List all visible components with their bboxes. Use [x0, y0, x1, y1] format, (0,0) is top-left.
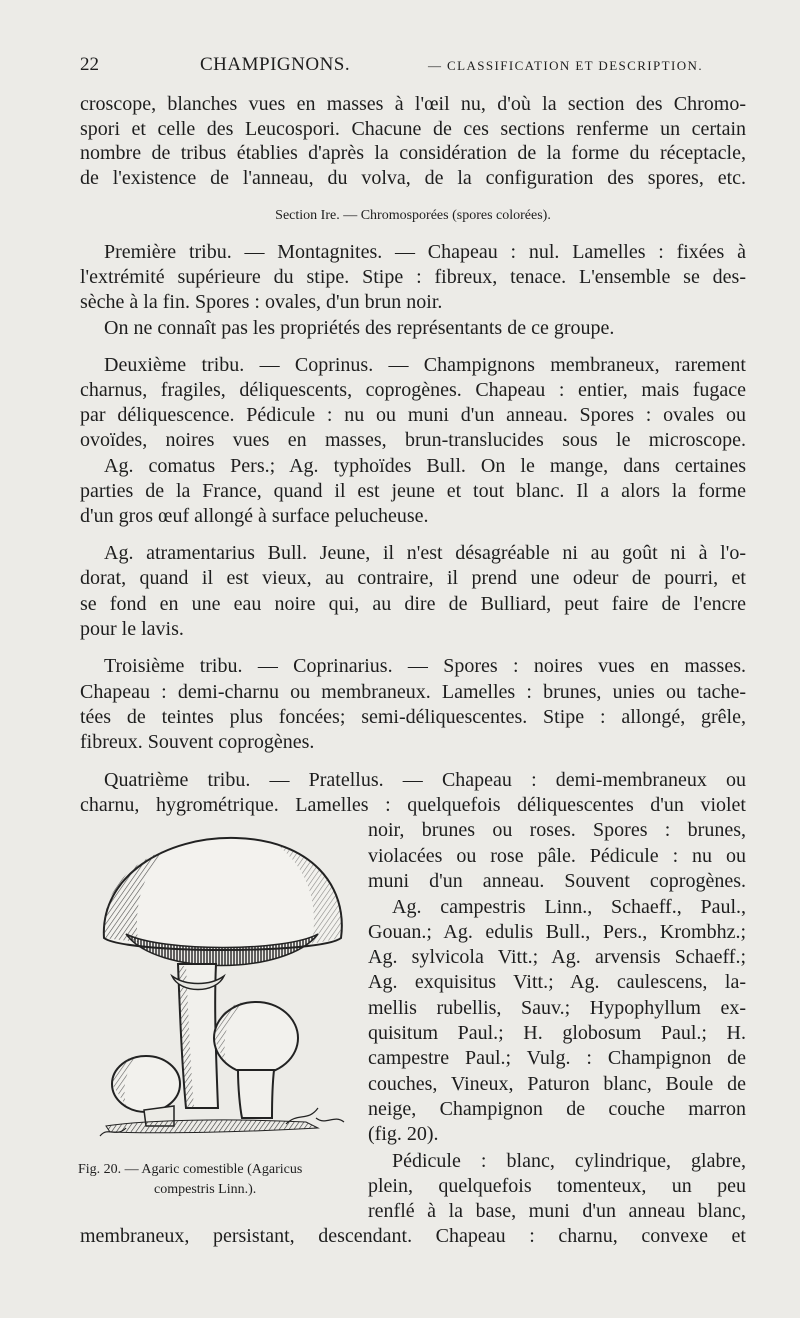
- tribe4-line: Ag. sylvicola Vitt.; Ag. arvensis Schaeff.;: [368, 946, 746, 968]
- mushroom-illustration: [86, 826, 358, 1146]
- tribe2-line: Ag. atramentarius Bull. Jeune, il n'est désagréable ni au goût ni à l'o-: [104, 542, 746, 564]
- tribe1-line: l'extrémité supérieure du stipe. Stipe : fibreux, tenace. L'ensemble se des-: [80, 266, 746, 288]
- running-header: [80, 54, 746, 84]
- tribe4-line: campestre Paul.; Vulg. : Champignon de: [368, 1047, 746, 1069]
- intro-line: de l'existence de l'anneau, du volva, de la configuration des spores, etc.: [80, 167, 746, 189]
- tribe1-line: Première tribu. — Montagnites. — Chapeau : nul. Lamelles : fixées à: [104, 241, 746, 263]
- tribe3-line: fibreux. Souvent coprogènes.: [80, 731, 315, 753]
- tribe2-line: Ag. comatus Pers.; Ag. typhoïdes Bull. On le mange, dans certaines: [104, 455, 746, 477]
- tribe2-line: dorat, quand il est vieux, au contraire, il prend une odeur de pourri, et: [80, 567, 746, 589]
- tribe3-line: Troisième tribu. — Coprinarius. — Spores : noires vues en masses.: [104, 655, 746, 677]
- tribe4-line: mellis rubellis, Sauv.; Hypophyllum ex-: [368, 997, 746, 1019]
- tribe4-line: muni d'un anneau. Souvent coprogènes.: [368, 870, 746, 892]
- tribe3-line: Chapeau : demi-charnu ou membraneux. Lamelles : brunes, unies ou tache-: [80, 681, 746, 703]
- intro-line: spori et celle des Leucospori. Chacune de ces sections renferme un certain: [80, 118, 746, 140]
- intro-line: croscope, blanches vues en masses à l'œil nu, d'où la section des Chromo-: [80, 93, 746, 115]
- tribe4-line: plein, quelquefois tomenteux, un peu: [368, 1175, 746, 1197]
- page-number: 22: [80, 54, 99, 75]
- intro-line: nombre de tribus établies d'après la considération de la forme du réceptacle,: [80, 142, 746, 164]
- tribe2-line: Deuxième tribu. — Coprinus. — Champignons membraneux, rarement: [104, 354, 746, 376]
- tribe2-line: ovoïdes, noires vues en masses, brun-translucides sous le microscope.: [80, 429, 746, 451]
- tribe4-line: Ag. exquisitus Vitt.; Ag. caulescens, la-: [368, 971, 746, 993]
- tribe4-line: violacées ou rose pâle. Pédicule : nu ou: [368, 845, 746, 867]
- figure-caption: [78, 1160, 368, 1204]
- tribe4-line: couches, Vineux, Paturon blanc, Boule de: [368, 1073, 746, 1095]
- section-heading: Section Ire. — Chromosporées (spores colorées).: [275, 208, 551, 223]
- tribe2-line: pour le lavis.: [80, 618, 184, 640]
- tribe4-line: Ag. campestris Linn., Schaeff., Paul.,: [392, 896, 746, 918]
- tribe1-line: On ne connaît pas les propriétés des représentants de ce groupe.: [104, 317, 615, 339]
- tribe4-line: (fig. 20).: [368, 1123, 439, 1145]
- tribe4-line: Quatrième tribu. — Pratellus. — Chapeau : demi-membraneux ou: [104, 769, 746, 791]
- running-title: CHAMPIGNONS.: [200, 54, 351, 75]
- tribe4-line: Pédicule : blanc, cylindrique, glabre,: [392, 1150, 746, 1172]
- tribe2-line: parties de la France, quand il est jeune et tout blanc. Il a alors la forme: [80, 480, 746, 502]
- tribe4-line: Gouan.; Ag. edulis Bull., Pers., Krombhz.;: [368, 921, 746, 943]
- figure-caption-line: compestris Linn.).: [154, 1182, 257, 1197]
- tribe4-line: quisitum Paul.; H. globosum Paul.; H.: [368, 1022, 746, 1044]
- tribe2-line: d'un gros œuf allongé à surface pelucheuse.: [80, 505, 429, 527]
- tribe4-line: neige, Champignon de couche marron: [368, 1098, 746, 1120]
- mushroom-engraving-icon: [86, 826, 358, 1146]
- tribe4-line: noir, brunes ou roses. Spores : brunes,: [368, 819, 746, 841]
- figure-caption-line: Fig. 20. — Agaric comestible (Agaricus: [78, 1162, 303, 1177]
- tribe2-line: charnus, fragiles, déliquescents, coprogènes. Chapeau : entier, mais fugace: [80, 379, 746, 401]
- tribe2-line: se fond en une eau noire qui, au dire de Bulliard, peut faire de l'encre: [80, 593, 746, 615]
- tribe4-line: membraneux, persistant, descendant. Chapeau : charnu, convexe et: [80, 1225, 746, 1247]
- tribe3-line: tées de teintes plus foncées; semi-déliquescentes. Stipe : allongé, grêle,: [80, 706, 746, 728]
- tribe4-line: charnu, hygrométrique. Lamelles : quelquefois déliquescentes d'un violet: [80, 794, 746, 816]
- tribe4-line: renflé à la base, muni d'un anneau blanc,: [368, 1200, 746, 1222]
- tribe2-line: par déliquescence. Pédicule : nu ou muni d'un anneau. Spores : ovales ou: [80, 404, 746, 426]
- running-subtitle: — CLASSIFICATION ET DESCRIPTION.: [428, 58, 703, 73]
- tribe1-line: sèche à la fin. Spores : ovales, d'un brun noir.: [80, 291, 443, 313]
